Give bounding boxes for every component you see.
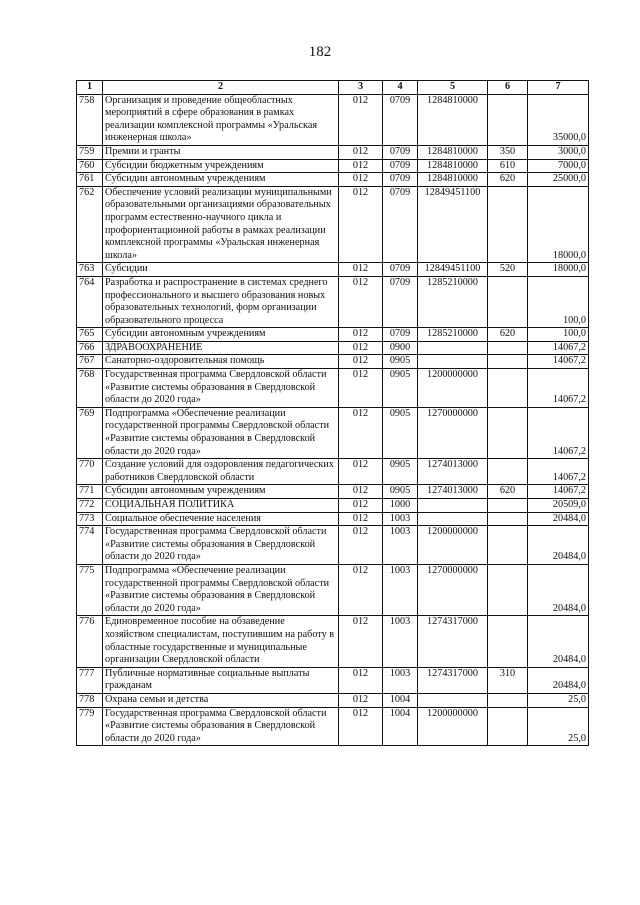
amount-cell: 25000,0 [528,173,589,187]
row-number-cell: 776 [77,616,103,667]
row-number-cell: 758 [77,94,103,145]
amount-cell: 14067,2 [528,341,589,355]
expense-type-cell: 310 [488,667,528,693]
ministry-code-cell: 012 [339,173,383,187]
row-number-cell: 769 [77,407,103,458]
expense-type-cell [488,693,528,707]
target-article-cell: 1285210000 [418,328,488,342]
ministry-code-cell: 012 [339,276,383,327]
target-article-cell: 1284810000 [418,173,488,187]
target-article-cell: 1270000000 [418,564,488,615]
row-number-cell: 764 [77,276,103,327]
section-code-cell: 1003 [383,512,418,526]
target-article-cell: 1274317000 [418,616,488,667]
ministry-code-cell: 012 [339,263,383,277]
expense-type-cell [488,369,528,408]
row-number-cell: 770 [77,459,103,485]
row-number-cell: 778 [77,693,103,707]
budget-table [76,80,589,746]
section-code-cell: 1000 [383,499,418,513]
target-article-cell: 1200000000 [418,707,488,746]
table-row [77,667,589,693]
section-code-cell: 0709 [383,328,418,342]
target-article-cell: 1285210000 [418,276,488,327]
target-article-cell: 1270000000 [418,407,488,458]
target-article-cell: 1284810000 [418,159,488,173]
ministry-code-cell: 012 [339,407,383,458]
target-article-cell: 12849451100 [418,263,488,277]
table-row [77,616,589,667]
header-cell: 5 [418,81,488,95]
amount-cell: 25,0 [528,693,589,707]
row-number-cell: 773 [77,512,103,526]
table-row [77,512,589,526]
section-code-cell: 0709 [383,263,418,277]
amount-cell: 100,0 [528,328,589,342]
table-row [77,707,589,746]
ministry-code-cell: 012 [339,526,383,565]
ministry-code-cell: 012 [339,94,383,145]
table-row [77,276,589,327]
row-name-cell: Подпрограмма «Обеспечение реализации государственной программы Свердловской области «Развитие системы образования в Свердловской области до 2020 года» [103,564,339,615]
amount-cell: 18000,0 [528,186,589,263]
ministry-code-cell: 012 [339,328,383,342]
row-number-cell: 766 [77,341,103,355]
row-number-cell: 774 [77,526,103,565]
expense-type-cell: 620 [488,485,528,499]
header-row [77,81,589,95]
row-name-cell: Организация и проведение общеобластных мероприятий в сфере образования в рамках реализации комплексной программы «Уральская инженерная школа» [103,94,339,145]
expense-type-cell [488,407,528,458]
target-article-cell: 1274013000 [418,459,488,485]
ministry-code-cell: 012 [339,499,383,513]
target-article-cell: 1274317000 [418,667,488,693]
row-number-cell: 767 [77,355,103,369]
section-code-cell: 0709 [383,94,418,145]
row-name-cell: Субсидии автономным учреждениям [103,173,339,187]
amount-cell: 18000,0 [528,263,589,277]
table-row [77,186,589,263]
expense-type-cell [488,459,528,485]
ministry-code-cell: 012 [339,667,383,693]
table-row [77,328,589,342]
target-article-cell: 1274013000 [418,485,488,499]
expense-type-cell [488,499,528,513]
table-row [77,499,589,513]
row-number-cell: 777 [77,667,103,693]
expense-type-cell [488,512,528,526]
table-row [77,369,589,408]
row-number-cell: 762 [77,186,103,263]
expense-type-cell [488,616,528,667]
amount-cell: 35000,0 [528,94,589,145]
expense-type-cell: 620 [488,173,528,187]
ministry-code-cell: 012 [339,485,383,499]
ministry-code-cell: 012 [339,145,383,159]
target-article-cell [418,512,488,526]
target-article-cell [418,693,488,707]
expense-type-cell [488,276,528,327]
row-name-cell: Субсидии автономным учреждениям [103,485,339,499]
section-code-cell: 0709 [383,159,418,173]
amount-cell: 7000,0 [528,159,589,173]
row-name-cell: Санаторно-оздоровительная помощь [103,355,339,369]
row-name-cell: Субсидии автономным учреждениям [103,328,339,342]
row-name-cell: Государственная программа Свердловской области «Развитие системы образования в Свердловской области до 2020 года» [103,707,339,746]
row-name-cell: Социальное обеспечение населения [103,512,339,526]
row-number-cell: 761 [77,173,103,187]
row-number-cell: 779 [77,707,103,746]
expense-type-cell [488,186,528,263]
amount-cell: 20484,0 [528,616,589,667]
section-code-cell: 1003 [383,564,418,615]
header-cell: 6 [488,81,528,95]
header-cell: 3 [339,81,383,95]
section-code-cell: 0709 [383,173,418,187]
amount-cell: 20484,0 [528,667,589,693]
target-article-cell: 1200000000 [418,526,488,565]
row-number-cell: 771 [77,485,103,499]
header-cell: 1 [77,81,103,95]
ministry-code-cell: 012 [339,341,383,355]
table-row [77,526,589,565]
table-body [77,94,589,746]
ministry-code-cell: 012 [339,616,383,667]
row-name-cell: Единовременное пособие на обзаведение хозяйством специалистам, поступившим на работу в областные государственные и муниципальные организации Свердловской области [103,616,339,667]
expense-type-cell: 610 [488,159,528,173]
section-code-cell: 0709 [383,145,418,159]
section-code-cell: 0905 [383,355,418,369]
amount-cell: 20509,0 [528,499,589,513]
table-row [77,407,589,458]
row-name-cell: Подпрограмма «Обеспечение реализации государственной программы Свердловской области «Развитие системы образования в Свердловской области до 2020 года» [103,407,339,458]
table-row [77,355,589,369]
page-number: 182 [308,44,332,60]
amount-cell: 25,0 [528,707,589,746]
ministry-code-cell: 012 [339,693,383,707]
row-name-cell: Субсидии бюджетным учреждениям [103,159,339,173]
target-article-cell: 1284810000 [418,94,488,145]
table-row [77,693,589,707]
table-row [77,459,589,485]
expense-type-cell: 350 [488,145,528,159]
amount-cell: 20484,0 [528,564,589,615]
row-number-cell: 759 [77,145,103,159]
table-row [77,94,589,145]
amount-cell: 14067,2 [528,459,589,485]
section-code-cell: 1004 [383,693,418,707]
table-row [77,341,589,355]
ministry-code-cell: 012 [339,707,383,746]
ministry-code-cell: 012 [339,512,383,526]
expense-type-cell: 520 [488,263,528,277]
row-name-cell: Обеспечение условий реализации муниципальными образовательными организациями образовательных программ естественно-научного цикла и профориентационной работы в рамках реализации комплексной программы «Уральская инженерная школа» [103,186,339,263]
row-name-cell: Государственная программа Свердловской области «Развитие системы образования в Свердловской области до 2020 года» [103,526,339,565]
row-name-cell: Охрана семьи и детства [103,693,339,707]
amount-cell: 14067,2 [528,407,589,458]
expense-type-cell [488,341,528,355]
ministry-code-cell: 012 [339,564,383,615]
table-row [77,263,589,277]
expense-type-cell [488,526,528,565]
expense-type-cell [488,94,528,145]
section-code-cell: 0900 [383,341,418,355]
row-name-cell: Субсидии [103,263,339,277]
section-code-cell: 0905 [383,407,418,458]
section-code-cell: 0905 [383,369,418,408]
amount-cell: 20484,0 [528,512,589,526]
row-name-cell: Создание условий для оздоровления педагогических работников Свердловской области [103,459,339,485]
section-code-cell: 0709 [383,186,418,263]
section-code-cell: 1003 [383,667,418,693]
row-name-cell: Премии и гранты [103,145,339,159]
section-code-cell: 1003 [383,616,418,667]
row-number-cell: 765 [77,328,103,342]
section-code-cell: 1004 [383,707,418,746]
header-cell: 7 [528,81,589,95]
amount-cell: 20484,0 [528,526,589,565]
row-name-cell: Разработка и распространение в системах среднего профессионального и высшего образования новых образовательных технологий, форм организации образовательного процесса [103,276,339,327]
section-code-cell: 0905 [383,485,418,499]
row-number-cell: 768 [77,369,103,408]
row-name-cell: Публичные нормативные социальные выплаты гражданам [103,667,339,693]
amount-cell: 14067,2 [528,485,589,499]
ministry-code-cell: 012 [339,459,383,485]
target-article-cell [418,499,488,513]
target-article-cell: 12849451100 [418,186,488,263]
row-number-cell: 772 [77,499,103,513]
ministry-code-cell: 012 [339,159,383,173]
row-name-cell: Государственная программа Свердловской области «Развитие системы образования в Свердловской области до 2020 года» [103,369,339,408]
section-code-cell: 1003 [383,526,418,565]
expense-type-cell [488,355,528,369]
target-article-cell [418,355,488,369]
expense-type-cell: 620 [488,328,528,342]
target-article-cell: 1284810000 [418,145,488,159]
table-row [77,145,589,159]
expense-type-cell [488,707,528,746]
target-article-cell [418,341,488,355]
table-row [77,159,589,173]
amount-cell: 14067,2 [528,369,589,408]
row-number-cell: 763 [77,263,103,277]
expense-type-cell [488,564,528,615]
amount-cell: 100,0 [528,276,589,327]
amount-cell: 3000,0 [528,145,589,159]
table-row [77,564,589,615]
row-name-cell: СОЦИАЛЬНАЯ ПОЛИТИКА [103,499,339,513]
row-name-cell: ЗДРАВООХРАНЕНИЕ [103,341,339,355]
amount-cell: 14067,2 [528,355,589,369]
row-number-cell: 760 [77,159,103,173]
row-number-cell: 775 [77,564,103,615]
target-article-cell: 1200000000 [418,369,488,408]
section-code-cell: 0905 [383,459,418,485]
ministry-code-cell: 012 [339,369,383,408]
ministry-code-cell: 012 [339,355,383,369]
table-row [77,173,589,187]
ministry-code-cell: 012 [339,186,383,263]
header-cell: 2 [103,81,339,95]
table-row [77,485,589,499]
section-code-cell: 0709 [383,276,418,327]
header-cell: 4 [383,81,418,95]
